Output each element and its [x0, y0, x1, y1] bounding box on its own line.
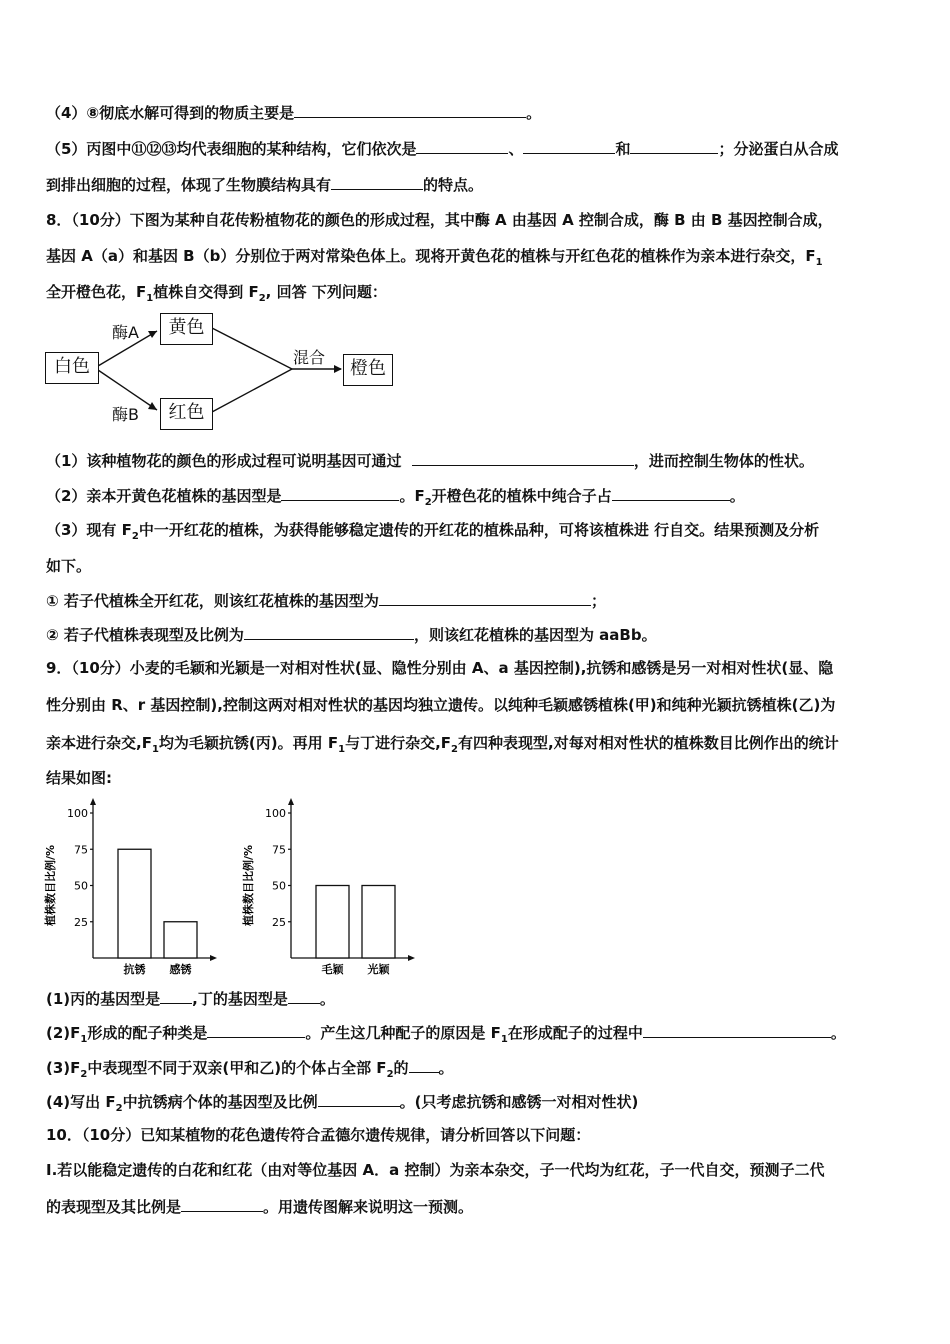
- box-red: 红色: [160, 398, 213, 430]
- y-axis-arrow: [288, 798, 294, 805]
- q8-result1: ① 若子代植株全开红花，则该红花植株的基因型为 ；: [46, 592, 606, 610]
- q9-part2: $(2)F_1$形成的配子种类是 。产生这几种配子的原因是 $F_1$在形成配子的过程中 。: [46, 1024, 846, 1045]
- q9-part1: (1)丙的基因型是 ,丁的基因型是 。: [46, 990, 335, 1008]
- y-tick-label: 25: [272, 915, 286, 929]
- q7-part5: （5）丙图中⑪⑫⑬均代表细胞的某种结构，它们依次是 、 和 ；分泌蛋白从合成: [46, 140, 839, 158]
- box-yellow: 黄色: [160, 313, 213, 345]
- x-tick-label: 感锈: [169, 963, 192, 976]
- y-tick-label: 75: [272, 843, 286, 857]
- q9-line4: 结果如图:: [46, 769, 112, 787]
- q9-line2: 性分别由 R、r 基因控制),控制这两对相对性状的基因均独立遗传。以纯种毛颖感锈植株(甲)和纯种光颖抗锈植株(乙)为: [46, 696, 836, 714]
- arrowhead: [148, 402, 157, 410]
- y-axis-arrow: [90, 798, 96, 805]
- q8-sub1: （1）该种植物花的颜色的形成过程可说明基因可通过 ，进而控制生物体的性状。: [46, 452, 814, 470]
- q7-part4: （4）⑧彻底水解可得到的物质主要是 。: [46, 104, 542, 122]
- answer-blank[interactable]: [409, 1057, 439, 1073]
- x-tick-label: 光颖: [367, 963, 390, 976]
- diagram-arrows: [0, 0, 950, 450]
- label-enzyme-a: 酶A: [112, 323, 139, 342]
- q8-line3: 全开橙色花，$F_1$植株自交得到 $F_2$, 回答 下列问题：: [46, 283, 387, 304]
- box-white: 白色: [45, 352, 99, 384]
- q10-header: 10．（10分）已知某植物的花色遗传符合孟德尔遗传规律，请分析回答以下问题：: [46, 1126, 591, 1144]
- q10-line2: 的表现型及其比例是 。用遗传图解来说明这一预测。: [46, 1198, 474, 1216]
- x-tick-label: 毛颖: [321, 963, 344, 976]
- arrowhead: [148, 331, 157, 338]
- q9-part3: $(3)F_2$中表现型不同于双亲(甲和乙)的个体占全部 $F_2$的 。: [46, 1059, 454, 1080]
- y-tick-label: 50: [74, 879, 88, 893]
- q8-sub3-line2: 如下。: [46, 557, 92, 575]
- answer-blank[interactable]: [181, 1196, 263, 1212]
- x-tick-label: 抗锈: [123, 963, 146, 976]
- box-orange: 橙色: [343, 354, 393, 386]
- y-tick-label: 25: [74, 915, 88, 929]
- answer-blank[interactable]: [318, 1091, 400, 1107]
- answer-blank[interactable]: [207, 1022, 305, 1038]
- bar-光颖: [362, 886, 395, 959]
- q7-part5-line2: 到排出细胞的过程，体现了生物膜结构具有 的特点。: [46, 176, 484, 194]
- label-enzyme-b: 酶B: [112, 405, 139, 424]
- answer-blank[interactable]: [160, 988, 192, 1004]
- answer-blank[interactable]: [379, 590, 591, 606]
- q9-line1: 9．（10分）小麦的毛颖和光颖是一对相对性状(显、隐性分别由 A、a 基因控制),抗锈和感锈是另一对相对性状(显、隐: [46, 659, 834, 677]
- answer-blank[interactable]: [643, 1022, 831, 1038]
- q8-sub2: （2）亲本开黄色花植株的基因型是 。$F_2$开橙色花的植株中纯合子占 。: [46, 487, 745, 508]
- line-red-mix: [212, 369, 292, 412]
- y-axis-label: 植株数目比例/%: [242, 844, 255, 927]
- arrowhead: [334, 365, 342, 373]
- answer-blank[interactable]: [412, 450, 634, 466]
- q9-part4: (4)写出 $F_2$中抗锈病个体的基因型及比例 。(只考虑抗锈和感锈一对相对性状): [46, 1093, 639, 1114]
- bar-抗锈: [118, 849, 151, 958]
- x-axis-arrow: [210, 955, 217, 961]
- chart-rust-resistance: [40, 795, 220, 980]
- q8-sub3: （3）现有 $F_2$中一开红花的植株，为获得能够稳定遗传的开红花的植株品种，可将该植株进 行自交。结果预测及分析: [46, 521, 820, 542]
- chart-glume-type: [238, 795, 418, 980]
- bar-感锈: [164, 922, 197, 958]
- y-tick-label: 50: [272, 879, 286, 893]
- label-mix: 混合: [293, 348, 326, 367]
- answer-blank[interactable]: [281, 485, 399, 501]
- q8-header: 8．（10分）下图为某种自花传粉植物花的颜色的形成过程，其中酶 A 由基因 A 控制合成，酶 B 由 B 基因控制合成，: [46, 211, 833, 229]
- q9-line3: 亲本进行杂交$,F_1$均为毛颖抗锈(丙)。再用 $F_1$与丁进行杂交$,F_2$有四种表现型,对每对相对性状的植株数目比例作出的统计: [46, 734, 839, 755]
- line-yellow-mix: [212, 328, 292, 369]
- q8-result2: ② 若子代植株表现型及比例为 ，则该红花植株的基因型为 aaBb。: [46, 626, 657, 644]
- q10-line1: I.若以能稳定遗传的白花和红花（由对等位基因 A．a 控制）为亲本杂交，子一代均为红花，子一代自交，预测子二代: [46, 1161, 825, 1179]
- y-tick-label: 75: [74, 843, 88, 857]
- y-axis-label: 植株数目比例/%: [44, 844, 57, 927]
- answer-blank[interactable]: [612, 485, 730, 501]
- answer-blank[interactable]: [288, 988, 320, 1004]
- q8-line2: 基因 A（a）和基因 B（b）分别位于两对常染色体上。现将开黄色花的植株与开红色花的植株作为亲本进行杂交，$F_1$: [46, 247, 823, 268]
- y-tick-label: 100: [67, 807, 88, 820]
- x-axis-arrow: [408, 955, 415, 961]
- y-tick-label: 100: [265, 807, 286, 820]
- bar-毛颖: [316, 886, 349, 959]
- answer-blank[interactable]: [244, 624, 414, 640]
